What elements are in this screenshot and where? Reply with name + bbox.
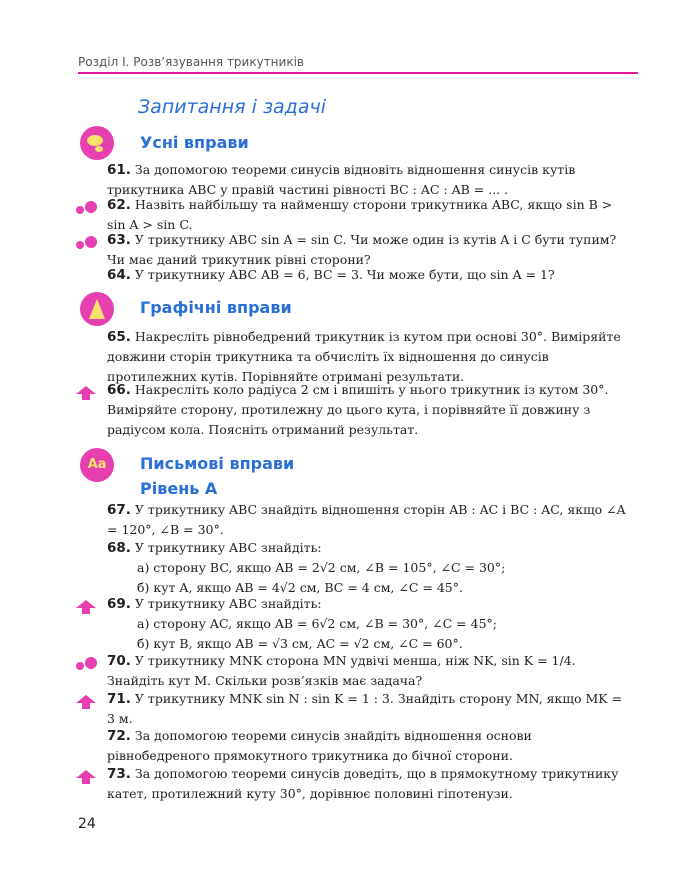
exercise-text: У трикутнику ABC знайдіть відношення сторін AB : AC і BC : AC, якщо ∠A = 120°, ∠B = 30°. <box>107 502 626 537</box>
group-title-graphic: Графічні вправи <box>140 298 292 317</box>
difficulty-dots-icon <box>76 201 100 215</box>
exercise-number: 63. <box>107 232 131 248</box>
exercise-part-b: б) кут B, якщо AB = √3 см, AC = √2 см, ∠C = 60°. <box>137 636 463 651</box>
exercise-number: 67. <box>107 502 131 518</box>
exercise-number: 71. <box>107 691 131 707</box>
exercise-64 <box>107 265 632 285</box>
exercise-68 <box>107 538 632 598</box>
exercise-text: У трикутнику ABC знайдіть: <box>134 596 322 611</box>
section-title: Запитання і задачі <box>138 96 326 118</box>
level-title: Рівень А <box>140 479 218 498</box>
exercise-62 <box>107 195 632 235</box>
exercise-number: 65. <box>107 329 131 345</box>
exercise-text: За допомогою теореми синусів відновіть відношення синусів кутів трикутника ABC у правій частині рівності BC : AC : AB = ... . <box>107 162 576 197</box>
exercise-number: 72. <box>107 728 131 744</box>
triangle-icon <box>80 292 114 326</box>
exercise-67 <box>107 500 632 540</box>
exercise-text: Назвіть найбільшу та найменшу сторони трикутника ABC, якщо sin B > sin A > sin C. <box>107 197 613 232</box>
home-task-icon <box>76 386 100 400</box>
exercise-part-a: а) сторону BC, якщо AB = 2√2 см, ∠B = 105°, ∠C = 30°; <box>137 560 506 575</box>
exercise-text: За допомогою теореми синусів доведіть, що в прямокутному трикутнику катет, протилежний куту 30°, дорівнює половині гіпотенузи. <box>107 766 619 801</box>
group-title-written: Письмові вправи <box>140 454 295 473</box>
exercise-number: 70. <box>107 653 131 669</box>
exercise-number: 69. <box>107 596 131 612</box>
exercise-text: У трикутнику ABC sin A = sin C. Чи може один із кутів A і C бути тупим? Чи має даний трикутник рівні сторони? <box>107 232 617 267</box>
speech-bubble-icon <box>80 126 114 160</box>
exercise-text: У трикутнику MNK sin N : sin K = 1 : 3. Знайдіть сторону MN, якщо MK = 3 м. <box>107 691 623 726</box>
home-task-icon <box>76 695 100 709</box>
difficulty-dots-icon <box>76 657 100 671</box>
exercise-66 <box>107 380 632 440</box>
exercise-text: У трикутнику ABC AB = 6, BC = 3. Чи може бути, що sin A = 1? <box>134 267 555 282</box>
exercise-63 <box>107 230 632 270</box>
exercise-number: 61. <box>107 162 131 178</box>
header-rule <box>78 72 638 74</box>
exercise-part-b: б) кут A, якщо AB = 4√2 см, BC = 4 см, ∠C = 45°. <box>137 580 463 595</box>
page-number: 24 <box>78 816 96 832</box>
difficulty-dots-icon <box>76 236 100 250</box>
letters-icon: Aa <box>80 448 114 482</box>
exercise-number: 66. <box>107 382 131 398</box>
home-task-icon <box>76 770 100 784</box>
group-title-oral: Усні вправи <box>140 133 249 152</box>
running-head: Розділ І. Розв’язування трикутників <box>78 55 304 69</box>
exercise-text: У трикутнику ABC знайдіть: <box>134 540 322 555</box>
exercise-72 <box>107 726 632 766</box>
exercise-number: 73. <box>107 766 131 782</box>
exercise-text: Накресліть коло радіуса 2 см і впишіть у нього трикутник із кутом 30°. Виміряйте сторону, протилежну до цього кута, і порівняйте її довжину з радіусом кола. Поясніть отриманий результат. <box>107 382 609 437</box>
exercise-text: Накресліть рівнобедрений трикутник із кутом при основі 30°. Виміряйте довжини сторін трикутника та обчисліть їх відношення до синусів протилежних кутів. Порівняйте отримані результати. <box>107 329 621 384</box>
exercise-text: У трикутнику MNK сторона MN удвічі менша, ніж NK, sin K = 1/4. Знайдіть кут M. Скільки розв’язків має задача? <box>107 653 576 688</box>
exercise-part-a: а) сторону AC, якщо AB = 6√2 см, ∠B = 30°, ∠C = 45°; <box>137 616 497 631</box>
exercise-number: 62. <box>107 197 131 213</box>
exercise-65 <box>107 327 632 387</box>
exercise-number: 68. <box>107 540 131 556</box>
exercise-70 <box>107 651 632 691</box>
exercise-61 <box>107 160 632 200</box>
exercise-text: За допомогою теореми синусів знайдіть відношення основи рівнобедреного прямокутного трикутника до бічної сторони. <box>107 728 532 763</box>
exercise-73 <box>107 764 632 804</box>
exercise-number: 64. <box>107 267 131 283</box>
exercise-71 <box>107 689 632 729</box>
exercise-69 <box>107 594 632 654</box>
home-task-icon <box>76 600 100 614</box>
